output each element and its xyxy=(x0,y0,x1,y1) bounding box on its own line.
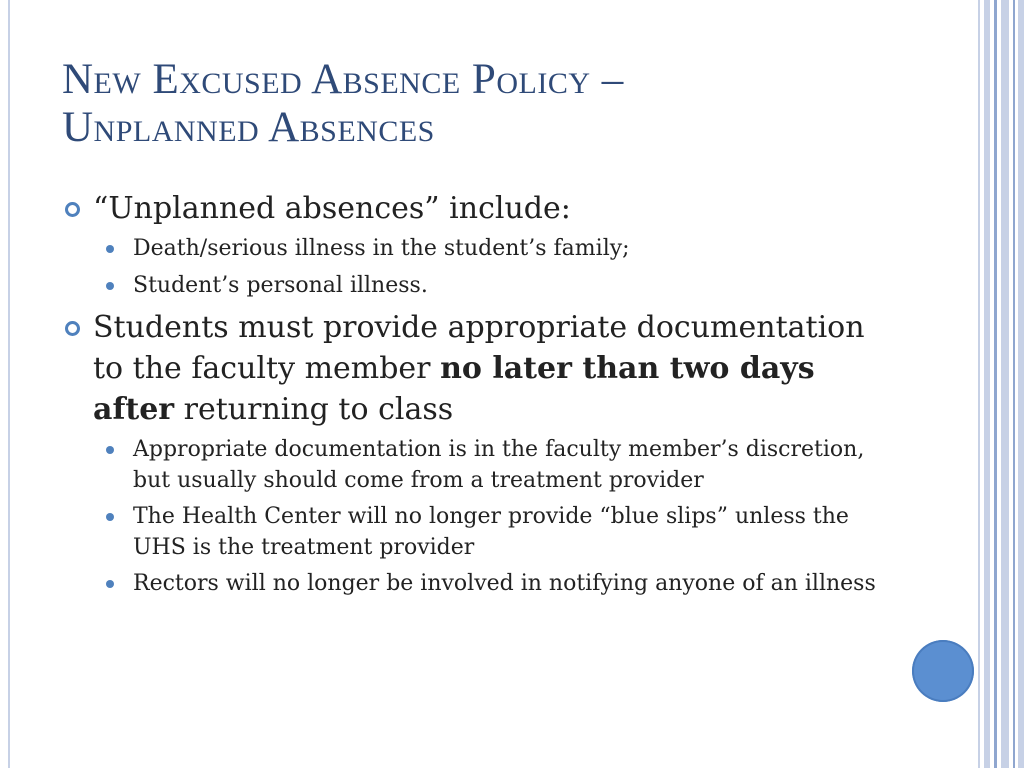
ring-bullet-icon xyxy=(65,321,80,336)
sub-bullet-item xyxy=(62,501,892,563)
bullet-unplanned-absences xyxy=(62,188,892,229)
sub-bullet-list xyxy=(62,233,892,301)
bullet-text-bold: no later than two days after xyxy=(93,351,815,427)
dot-bullet-icon xyxy=(106,513,114,521)
sub-bullet-text: Rectors will no longer be involved in notifying anyone of an illness xyxy=(133,571,876,596)
dot-bullet-icon xyxy=(106,580,114,588)
sub-bullet-text: Death/serious illness in the student’s family; xyxy=(133,236,630,261)
right-stripe-decoration xyxy=(978,0,1024,768)
decorative-circle xyxy=(912,640,974,702)
sub-bullet-text: The Health Center will no longer provide “blue slips” unless the UHS is the treatment provider xyxy=(133,504,849,560)
sub-bullet-item xyxy=(62,233,892,264)
bullet-text-part2: returning to class xyxy=(174,392,454,427)
sub-bullet-item xyxy=(62,568,892,599)
sub-bullet-item xyxy=(62,270,892,301)
dot-bullet-icon xyxy=(106,245,114,253)
sub-bullet-text: Appropriate documentation is in the faculty member’s discretion, but usually should come from a treatment provider xyxy=(133,437,865,493)
slide-body xyxy=(62,188,892,604)
sub-bullet-item xyxy=(62,434,892,496)
slide-title-line-2: Unplanned Absences xyxy=(62,104,435,151)
sub-bullet-list xyxy=(62,434,892,599)
left-border-rule xyxy=(8,0,10,768)
dot-bullet-icon xyxy=(106,282,114,290)
bullet-documentation xyxy=(62,307,892,430)
ring-bullet-icon xyxy=(65,202,80,217)
bullet-text: “Unplanned absences” include: xyxy=(93,191,571,226)
dot-bullet-icon xyxy=(106,446,114,454)
sub-bullet-text: Student’s personal illness. xyxy=(133,273,428,298)
slide-title xyxy=(62,56,942,152)
bullet-text-part1: Students must provide appropriate documentation to the faculty member xyxy=(93,310,865,386)
slide-title-line-1: New Excused Absence Policy – xyxy=(62,56,624,103)
